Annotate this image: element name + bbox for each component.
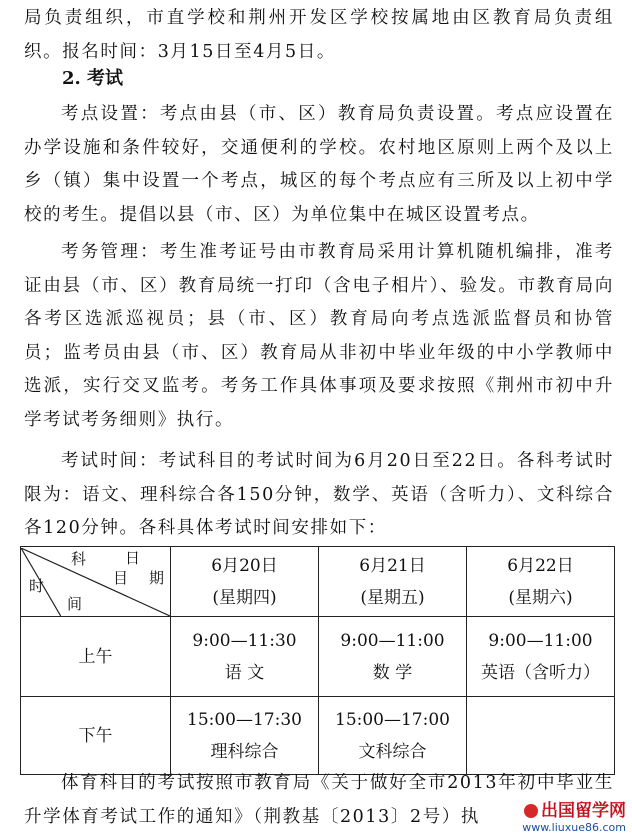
date-header-cell — [319, 547, 467, 617]
weekday-label: (星期四) — [212, 587, 277, 608]
table-header-row — [21, 547, 615, 617]
table-row-afternoon — [21, 697, 615, 775]
subject-name: 文科综合 — [358, 741, 427, 762]
date-header-cell — [467, 547, 615, 617]
weekday-label: (星期六) — [508, 587, 573, 608]
time-range: 9:00—11:00 — [340, 630, 445, 651]
date-header-cell — [171, 547, 319, 617]
schedule-cell — [467, 617, 615, 697]
corner-label-shi: 时 — [29, 576, 45, 595]
schedule-cell-empty — [467, 697, 615, 775]
period-label-morning: 上午 — [21, 617, 171, 697]
corner-label-ke: 科 — [71, 549, 87, 568]
weekday-label: (星期五) — [360, 587, 425, 608]
schedule-cell — [171, 697, 319, 775]
corner-label-mu: 目 — [113, 568, 129, 587]
corner-label-jian: 间 — [67, 594, 83, 613]
subject-name: 理科综合 — [210, 741, 279, 762]
paragraph-exam-management: 考务管理：考生准考证号由市教育局采用计算机随机编排，准考证由县（市、区）教育局统一打印（含电子相片）、验发。市教育局向各考区选派巡视员；县（市、区）教育局向考点选派监督员和协管员；监考员由县（市、区）教育局从非初中毕业年级的中小学教师中选派，实行交叉监考。考务工作具体事项及要求按照《荆州市初中升学考试考务细则》执行。 — [24, 242, 614, 430]
site-watermark — [522, 801, 626, 834]
time-range: 15:00—17:00 — [335, 709, 450, 730]
time-range: 9:00—11:00 — [488, 630, 593, 651]
date-label: 6月22日 — [507, 555, 574, 576]
schedule-cell — [171, 617, 319, 697]
subject-name: 语 文 — [224, 662, 265, 683]
period-label-afternoon: 下午 — [21, 697, 171, 775]
exam-schedule-table — [20, 546, 615, 775]
time-range: 9:00—11:30 — [192, 630, 297, 651]
subject-name: 数 学 — [372, 662, 413, 683]
watermark-url: www.liuxue86.com — [522, 821, 626, 834]
schedule-cell — [319, 697, 467, 775]
paragraph-exam-time: 考试时间：考试科目的考试时间为6月20日至22日。各科考试时限为：语文、理科综合各150分钟，数学、英语（含听力）、文科综合各120分钟。各科具体考试时间安排如下： — [24, 451, 614, 539]
schedule-cell — [319, 617, 467, 697]
corner-label-ri: 日 — [125, 548, 141, 567]
table-corner-cell — [21, 547, 171, 617]
date-label: 6月20日 — [211, 555, 278, 576]
time-range: 15:00—17:30 — [187, 709, 302, 730]
date-label: 6月21日 — [359, 555, 426, 576]
table-row-morning — [21, 617, 615, 697]
watermark-title — [522, 801, 626, 821]
paragraph-registration: 局负责组织，市直学校和荆州开发区学校按属地由区教育局负责组织。报名时间：3月15日至4月5日。 — [24, 8, 614, 62]
subject-name: 英语（含听力） — [481, 662, 600, 683]
globe-icon — [524, 804, 538, 818]
paragraph-pe-exam: 体育科目的考试按照市教育局《关于做好全市2013年初中毕业生升学体育考试工作的通知》（荆教基〔2013〕2号）执 — [24, 773, 614, 827]
section-heading-exam: 2. 考试 — [62, 68, 124, 89]
paragraph-exam-sites: 考点设置：考点由县（市、区）教育局负责设置。考点应设置在办学设施和条件较好，交通便利的学校。农村地区原则上两个及以上乡（镇）集中设置一个考点，城区的每个考点应有三所及以上初中学校的考生。提倡以县（市、区）为单位集中在城区设置考点。 — [24, 104, 614, 225]
corner-label-qi: 期 — [149, 568, 165, 587]
watermark-title-text: 出国留学网 — [541, 801, 626, 821]
